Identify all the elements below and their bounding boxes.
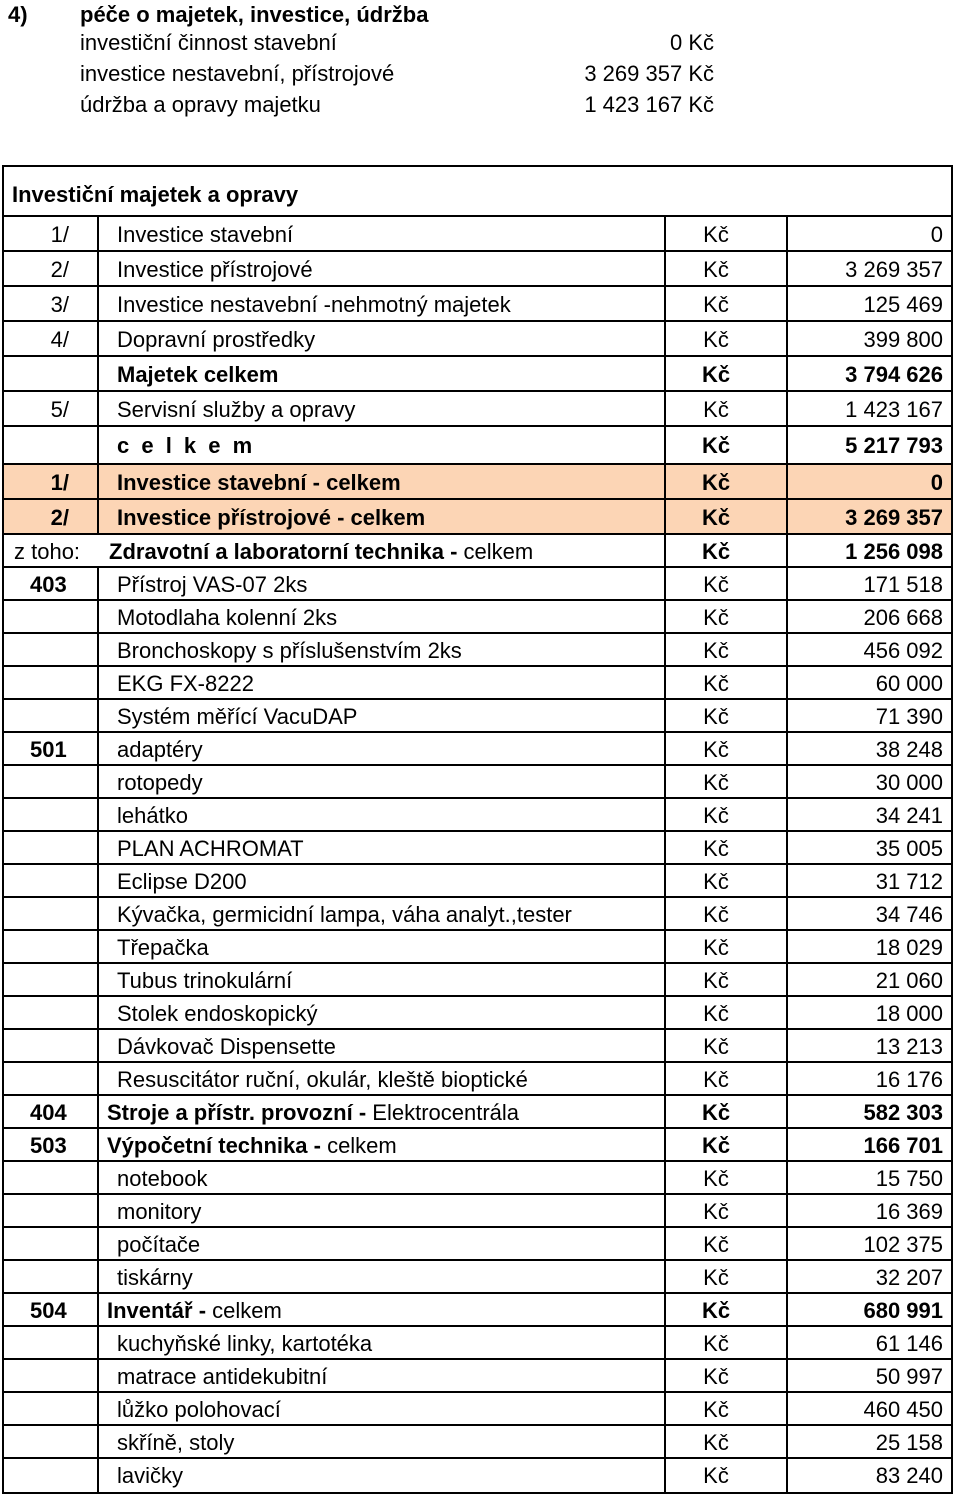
row-number: 2/ xyxy=(4,500,99,533)
group-code: 404 xyxy=(4,1096,99,1127)
row-currency: Kč xyxy=(666,964,788,995)
row-label-normal: Elektrocentrála xyxy=(372,1100,520,1125)
row-value: 206 668 xyxy=(863,605,943,630)
header-line-value: 0 Kč xyxy=(669,30,714,55)
row-value: 3 269 357 xyxy=(845,505,943,530)
row-value: 582 303 xyxy=(863,1100,943,1125)
row-label xyxy=(99,535,666,566)
row-label: Kývačka, germicidní lampa, váha analyt.,tester xyxy=(99,898,666,929)
row-currency: Kč xyxy=(666,601,788,632)
row-currency: Kč xyxy=(666,700,788,731)
table-row xyxy=(4,1162,951,1195)
row-label: adaptéry xyxy=(99,733,666,764)
table-row xyxy=(4,865,951,898)
row-currency: Kč xyxy=(666,252,788,285)
row-value: 1 423 167 xyxy=(845,397,943,422)
row-currency: Kč xyxy=(666,217,788,250)
row-currency: Kč xyxy=(666,465,788,498)
row-label-bold: Stroje a přístr. provozní - xyxy=(107,1100,373,1125)
row-label xyxy=(99,1294,666,1325)
row-value: 71 390 xyxy=(875,704,943,729)
row-value: 399 800 xyxy=(863,327,943,352)
row-value: 50 997 xyxy=(875,1364,943,1389)
section-number: 4) xyxy=(8,2,28,27)
row-currency: Kč xyxy=(666,1129,788,1160)
row-label: Třepačka xyxy=(99,931,666,962)
row-currency: Kč xyxy=(666,865,788,896)
row-label: lavičky xyxy=(99,1459,666,1492)
row-currency: Kč xyxy=(666,1096,788,1127)
row-currency: Kč xyxy=(666,1261,788,1292)
row-number: 1/ xyxy=(4,217,99,250)
row-label-normal: celkem xyxy=(327,1133,397,1158)
row-label: Investice stavební xyxy=(99,217,666,250)
row-label: Systém měřící VacuDAP xyxy=(99,700,666,731)
highlight-row xyxy=(4,500,951,535)
header-line-value: 3 269 357 Kč xyxy=(584,61,714,86)
table-row xyxy=(4,1063,951,1096)
row-currency: Kč xyxy=(666,832,788,863)
total-row xyxy=(4,427,951,465)
table-row xyxy=(4,1459,951,1492)
row-value: 35 005 xyxy=(875,836,943,861)
row-label-normal: celkem xyxy=(463,539,534,564)
row-currency: Kč xyxy=(666,667,788,698)
row-currency: Kč xyxy=(666,766,788,797)
row-label: počítače xyxy=(99,1228,666,1259)
group-row-504 xyxy=(4,1294,951,1327)
group-row-403 xyxy=(4,568,951,601)
table-row xyxy=(4,667,951,700)
table-row xyxy=(4,997,951,1030)
row-value: 1 256 098 xyxy=(845,539,943,564)
row-currency: Kč xyxy=(666,634,788,665)
row-currency: Kč xyxy=(666,357,788,390)
row-currency: Kč xyxy=(666,1162,788,1193)
table-row xyxy=(4,1228,951,1261)
row-label: rotopedy xyxy=(99,766,666,797)
row-currency: Kč xyxy=(666,997,788,1028)
row-label xyxy=(99,1129,666,1160)
table-row xyxy=(4,931,951,964)
row-currency: Kč xyxy=(666,931,788,962)
table-row xyxy=(4,700,951,733)
row-number: 4/ xyxy=(4,322,99,355)
row-value: 16 176 xyxy=(875,1067,943,1092)
row-label: Dávkovač Dispensette xyxy=(99,1030,666,1061)
row-number: 1/ xyxy=(4,465,99,498)
row-currency: Kč xyxy=(666,322,788,355)
row-currency: Kč xyxy=(666,1327,788,1358)
row-label: c e l k e m xyxy=(99,427,666,463)
row-label: Investice přístrojové xyxy=(99,252,666,285)
table-title: Investiční majetek a opravy xyxy=(4,167,951,217)
row-value: 171 518 xyxy=(863,572,943,597)
group-row-501 xyxy=(4,733,951,766)
row-currency: Kč xyxy=(666,1360,788,1391)
table-row xyxy=(4,964,951,997)
row-number xyxy=(4,357,99,390)
row-label-bold: Zdravotní a laboratorní technika - xyxy=(109,539,464,564)
row-label: Resuscitátor ruční, okulár, kleště bioptické xyxy=(99,1063,666,1094)
header-line-label: investice nestavební, přístrojové xyxy=(80,61,395,86)
row-value: 456 092 xyxy=(863,638,943,663)
row-label-normal: celkem xyxy=(212,1298,282,1323)
row-currency: Kč xyxy=(666,1459,788,1492)
row-value: 83 240 xyxy=(875,1463,943,1488)
group-row-404 xyxy=(4,1096,951,1129)
row-number xyxy=(4,427,99,463)
table-row xyxy=(4,1426,951,1459)
breakdown-row xyxy=(4,535,951,568)
row-label: Motodlaha kolenní 2ks xyxy=(99,601,666,632)
row-value: 21 060 xyxy=(875,968,943,993)
row-label: Investice stavební - celkem xyxy=(99,465,666,498)
row-currency: Kč xyxy=(666,287,788,320)
row-value: 5 217 793 xyxy=(845,433,943,458)
table-row xyxy=(4,1360,951,1393)
table-row xyxy=(4,252,951,287)
row-label: PLAN ACHROMAT xyxy=(99,832,666,863)
row-number: 2/ xyxy=(4,252,99,285)
row-currency: Kč xyxy=(666,1393,788,1424)
highlight-row xyxy=(4,465,951,500)
table-row xyxy=(4,1393,951,1426)
group-code: 501 xyxy=(4,733,99,764)
row-value: 3 794 626 xyxy=(845,362,943,387)
row-number: 3/ xyxy=(4,287,99,320)
row-value: 0 xyxy=(930,470,943,495)
table-row xyxy=(4,832,951,865)
table-row xyxy=(4,1261,951,1294)
row-label: EKG FX-8222 xyxy=(99,667,666,698)
row-value: 13 213 xyxy=(875,1034,943,1059)
row-label: Dopravní prostředky xyxy=(99,322,666,355)
row-label: Bronchoskopy s příslušenstvím 2ks xyxy=(99,634,666,665)
row-value: 61 146 xyxy=(875,1331,943,1356)
table-row xyxy=(4,392,951,427)
row-label: Tubus trinokulární xyxy=(99,964,666,995)
row-value: 16 369 xyxy=(875,1199,943,1224)
table-row xyxy=(4,1327,951,1360)
section-title: péče o majetek, investice, údržba xyxy=(80,2,429,27)
row-currency: Kč xyxy=(666,535,788,566)
row-value: 34 241 xyxy=(875,803,943,828)
group-code: 503 xyxy=(4,1129,99,1160)
row-label: Stolek endoskopický xyxy=(99,997,666,1028)
table-row xyxy=(4,287,951,322)
row-value: 125 469 xyxy=(863,292,943,317)
row-value: 31 712 xyxy=(875,869,943,894)
row-value: 0 xyxy=(930,222,943,247)
table-row xyxy=(4,766,951,799)
header-line-label: údržba a opravy majetku xyxy=(80,92,321,117)
row-currency: Kč xyxy=(666,427,788,463)
row-currency: Kč xyxy=(666,568,788,599)
row-currency: Kč xyxy=(666,1228,788,1259)
row-currency: Kč xyxy=(666,1195,788,1226)
row-label: kuchyňské linky, kartotéka xyxy=(99,1327,666,1358)
table-row xyxy=(4,1195,951,1228)
row-value: 3 269 357 xyxy=(845,257,943,282)
row-label: Eclipse D200 xyxy=(99,865,666,896)
header-line-value: 1 423 167 Kč xyxy=(584,92,714,117)
row-label: skříně, stoly xyxy=(99,1426,666,1457)
row-label: lehátko xyxy=(99,799,666,830)
row-number: z toho: xyxy=(14,539,81,564)
header-line-label: investiční činnost stavební xyxy=(80,30,337,55)
row-label xyxy=(99,1096,666,1127)
row-label: Přístroj VAS-07 2ks xyxy=(99,568,666,599)
table-row xyxy=(4,217,951,252)
row-value: 460 450 xyxy=(863,1397,943,1422)
row-label: Investice přístrojové - celkem xyxy=(99,500,666,533)
row-label: tiskárny xyxy=(99,1261,666,1292)
row-currency: Kč xyxy=(666,392,788,425)
investment-table xyxy=(2,165,953,1494)
table-row xyxy=(4,799,951,832)
row-value: 34 746 xyxy=(875,902,943,927)
table-row xyxy=(4,634,951,667)
row-label: Servisní služby a opravy xyxy=(99,392,666,425)
group-code: 504 xyxy=(4,1294,99,1325)
table-row xyxy=(4,898,951,931)
row-currency: Kč xyxy=(666,898,788,929)
row-number: 5/ xyxy=(4,392,99,425)
row-label: Majetek celkem xyxy=(99,357,666,390)
row-currency: Kč xyxy=(666,799,788,830)
row-label: lůžko polohovací xyxy=(99,1393,666,1424)
row-value: 18 029 xyxy=(875,935,943,960)
row-currency: Kč xyxy=(666,1426,788,1457)
row-label-bold: Výpočetní technika - xyxy=(107,1133,328,1158)
row-label-bold: Inventář - xyxy=(107,1298,213,1323)
row-value: 680 991 xyxy=(863,1298,943,1323)
row-value: 102 375 xyxy=(863,1232,943,1257)
group-code: 403 xyxy=(4,568,99,599)
row-label: matrace antidekubitní xyxy=(99,1360,666,1391)
row-value: 25 158 xyxy=(875,1430,943,1455)
row-value: 32 207 xyxy=(875,1265,943,1290)
row-value: 15 750 xyxy=(875,1166,943,1191)
row-label: notebook xyxy=(99,1162,666,1193)
subtotal-row xyxy=(4,357,951,392)
row-currency: Kč xyxy=(666,733,788,764)
row-value: 30 000 xyxy=(875,770,943,795)
row-label: monitory xyxy=(99,1195,666,1226)
row-label: Investice nestavební -nehmotný majetek xyxy=(99,287,666,320)
row-currency: Kč xyxy=(666,1063,788,1094)
row-currency: Kč xyxy=(666,500,788,533)
row-value: 166 701 xyxy=(863,1133,943,1158)
row-currency: Kč xyxy=(666,1030,788,1061)
group-row-503 xyxy=(4,1129,951,1162)
row-value: 18 000 xyxy=(875,1001,943,1026)
row-value: 60 000 xyxy=(875,671,943,696)
row-currency: Kč xyxy=(666,1294,788,1325)
row-value: 38 248 xyxy=(875,737,943,762)
table-row xyxy=(4,1030,951,1063)
table-row xyxy=(4,601,951,634)
table-row xyxy=(4,322,951,357)
